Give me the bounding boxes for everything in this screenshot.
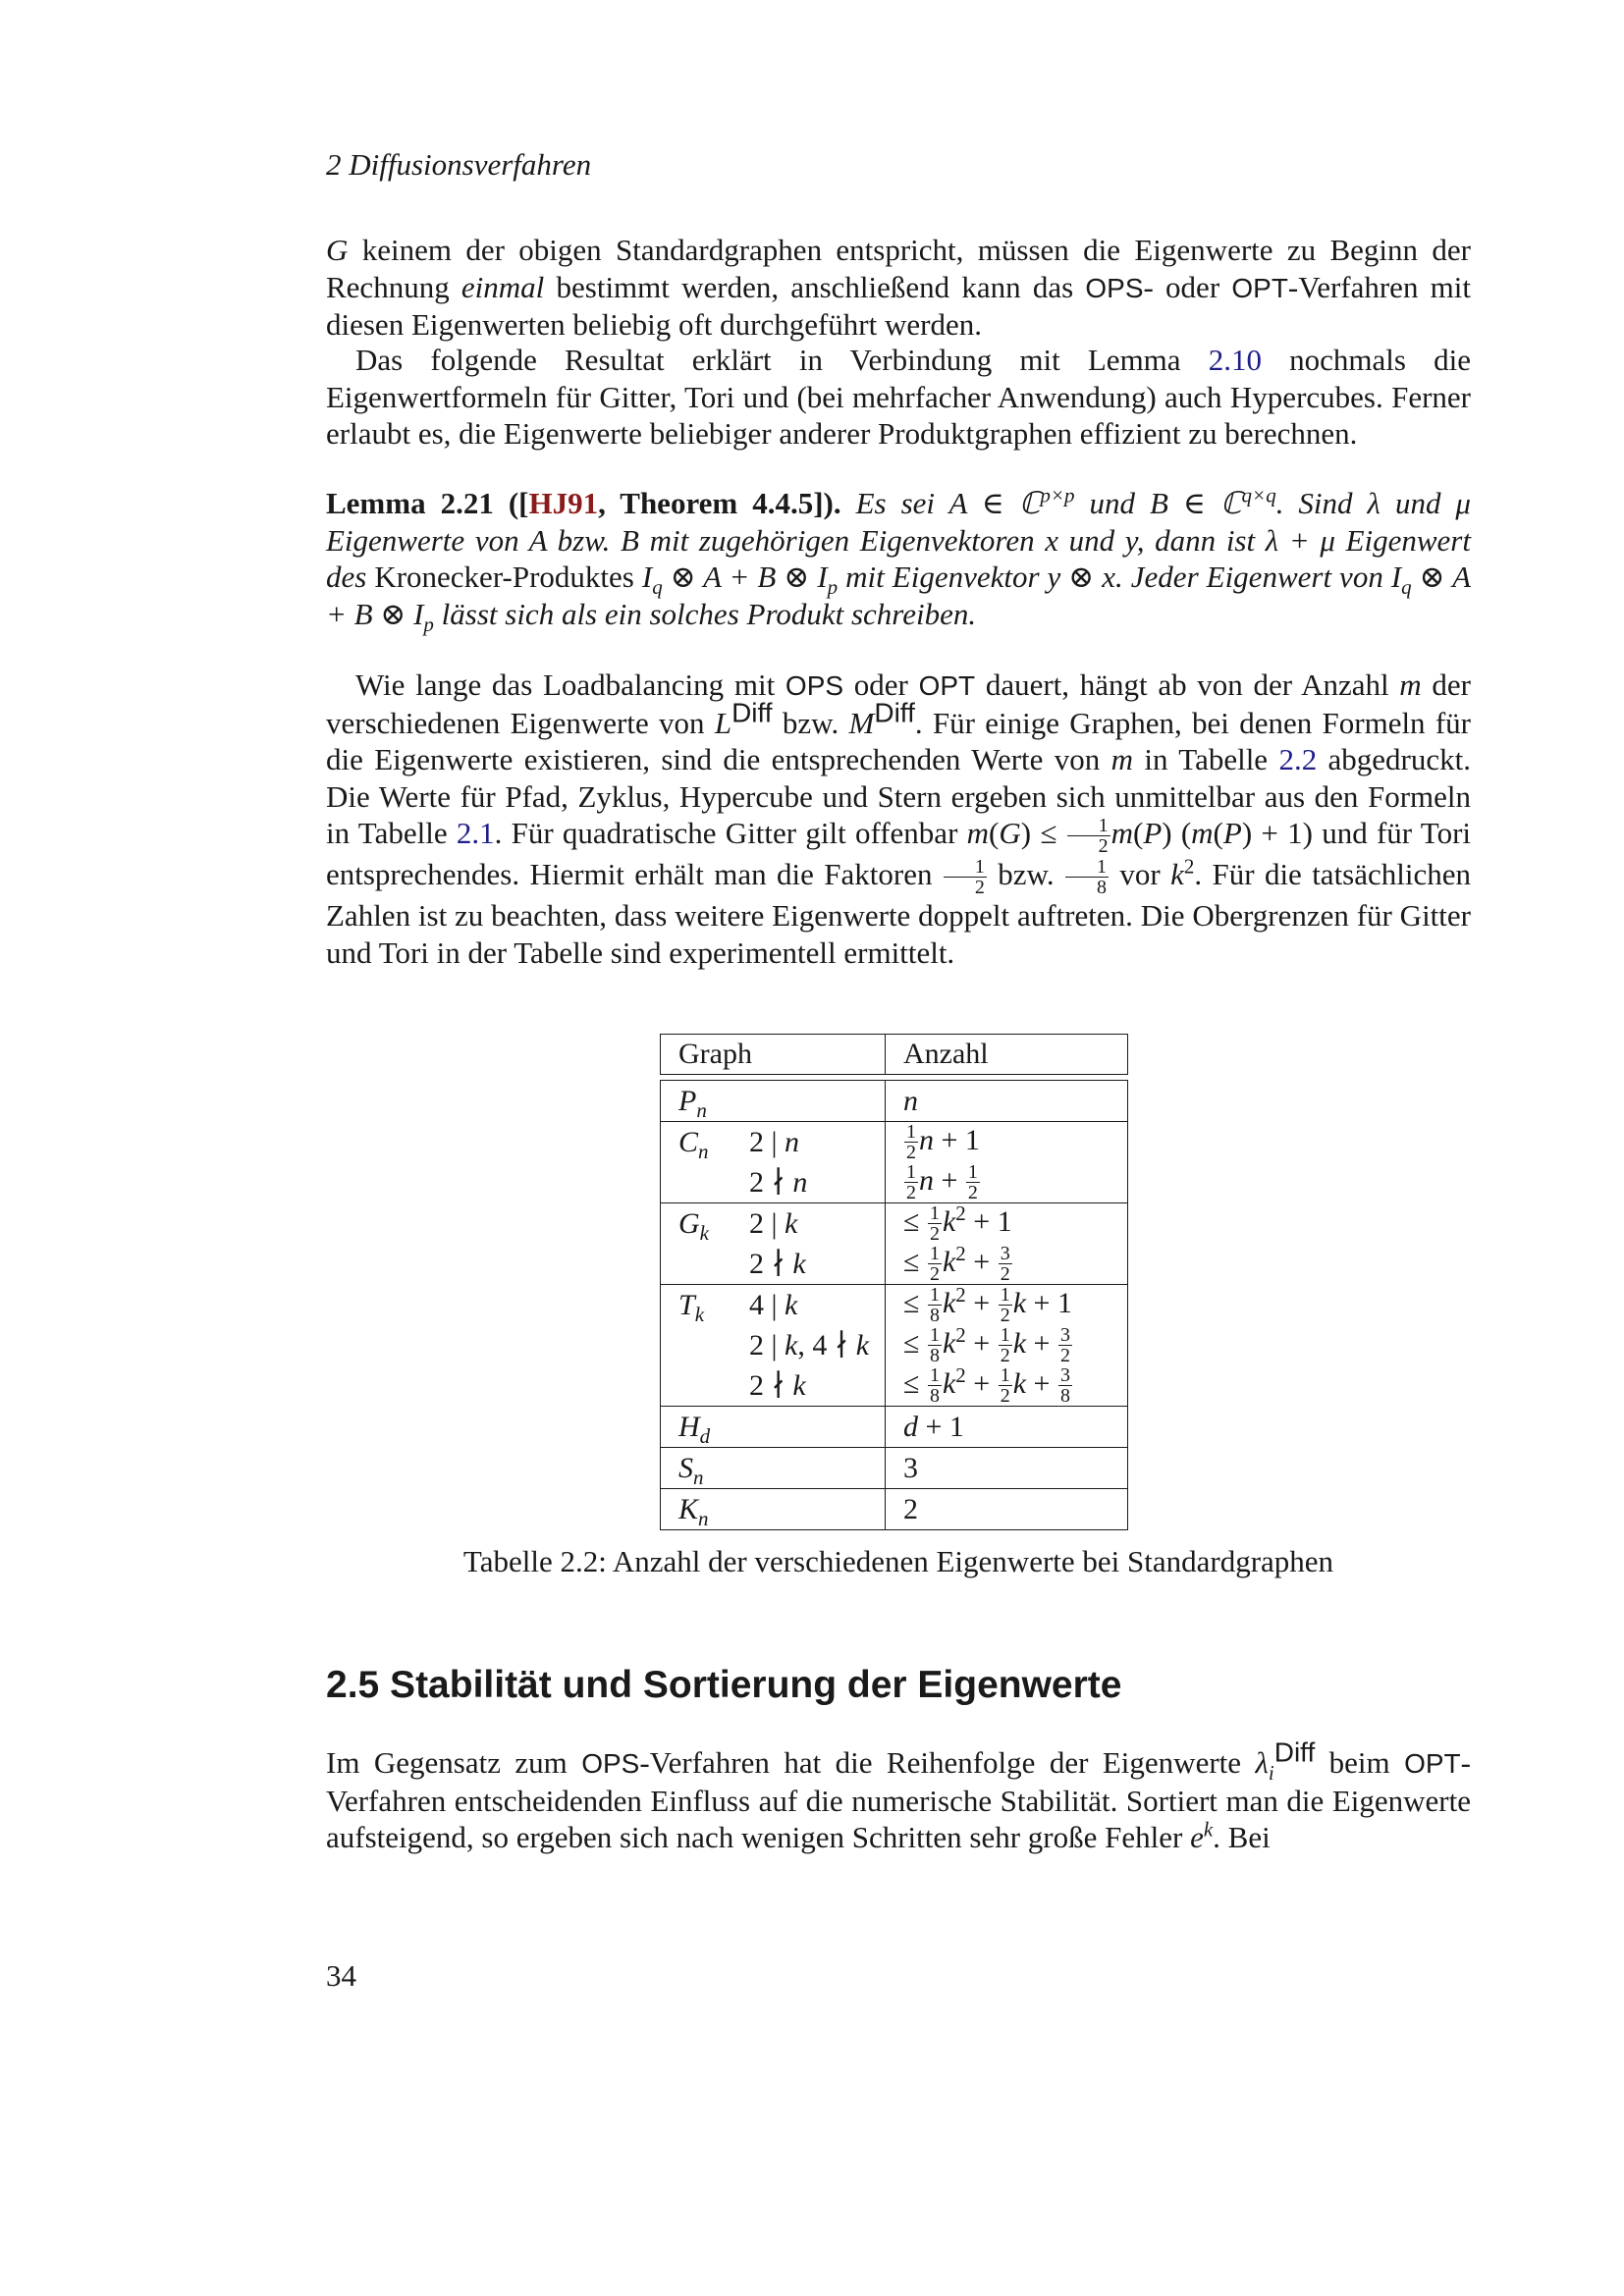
table-row-torus-div2: 2 | k, 4 ∤ k ≤ $\frac{1}{8}$ $k^2$ + $\frac{1}{2}$ k + $\frac{3}{2}$ [661,1325,1128,1365]
table-row-star: $S_n$ 3 [661,1448,1128,1489]
table-row-hypercube: $H_d$ d + 1 [661,1407,1128,1448]
table-ref-link[interactable]: 2.2 [1278,742,1318,776]
paragraph-loadbalancing: Wie lange das Loadbalancing mit OPS oder OPT dauert, hängt ab von der Anzahl m der verschiedenen Eigenwerte von $L^{Diff}$ bzw. $M^{Diff}$. Für einige Graphen, bei denen Formeln für die Eigenwerte existieren, sind die entsprechenden Werte von m in Tabelle 2.2 abgedruckt. Die Werte für Pfad, Zyklus, Hypercube und Stern ergeben sich unmittelbar aus den Formeln in Tabelle 2.1. Für quadratische Gitter gilt offenbar m(G) ≤ $\frac{1}{2}$ m(P) (m(P) + 1) und für Tori entsprechendes. Hiermit erhält man die Faktoren $\frac{1}{2}$ bzw. $\frac{1}{8}$ vor $k^2$. Für die tatsächlichen Zahlen ist zu beachten, dass weitere Eigenwerte doppelt auftreten. Die Obergrenzen für Gitter und Tori in der Tabelle sind experimentell ermittelt. [326,667,1472,970]
citation-link[interactable]: HJ91 [528,486,599,520]
header-graph: Graph [661,1035,886,1075]
paragraph-intro: G keinem der obigen Standardgraphen entspricht, müssen die Eigenwerte zu Beginn der Rechnung einmal bestimmt werden, anschließend kann das OPS- oder OPT-Verfahren mit diesen Eigenwerten beliebig oft durchgeführt werden. [326,233,1471,342]
table-row-path: $P_n$ n [661,1081,1128,1122]
table-row-complete: $K_n$ 2 [661,1489,1128,1530]
header-count: Anzahl [886,1035,1128,1075]
table-ref-link-2[interactable]: 2.1 [456,816,495,850]
lemma-ref-link[interactable]: 2.10 [1208,343,1262,377]
section-heading: 2.5 Stabilität und Sortierung der Eigenwerte [326,1664,1122,1706]
table-caption: Tabelle 2.2: Anzahl der verschiedenen Eigenwerte bei Standardgraphen [462,1544,1334,1578]
table-row-torus-div4: $T_k$ 4 | k ≤ $\frac{1}{8}$ $k^2$ + $\frac{1}{2}$ k + 1 [661,1285,1128,1326]
table-row-cycle-even: $C_n$ 2 | n $\frac{1}{2}$ n + 1 [661,1122,1128,1163]
paragraph-stability: Im Gegensatz zum OPS-Verfahren hat die Reihenfolge der Eigenwerte $\lambda_i^{Diff}$ beim OPT-Verfahren entscheidenden Einfluss auf die numerische Stabilität. Sortiert man die Eigenwerte aufsteigend, so ergeben sich nach wenigen Schritten sehr große Fehler $e^k$. Bei [326,1736,1471,1854]
table-row-grid-odd: 2 ∤ k ≤ $\frac{1}{2}$ $k^2$ + $\frac{3}{2}$ [661,1244,1128,1285]
paragraph-result: Das folgende Resultat erklärt in Verbindung mit Lemma 2.10 nochmals die Eigenwertformeln für Gitter, Tori und (bei mehrfacher Anwendung) auch Hypercubes. Ferner erlaubt es, die Eigenwerte beliebiger anderer Produktgraphen effizient zu berechnen. [326,343,1472,451]
eigenvalue-count-table [660,1034,1128,1530]
lemma-2-21: Lemma 2.21 ([HJ91, Theorem 4.4.5]). Es sei A ∈ ℂ$^{p\times p}$ und B ∈ ℂ$^{q\times q}$. Sind λ und μ Eigenwerte von A bzw. B mit zugehörigen Eigenvektoren x und y, dann ist λ + μ Eigenwert des Kronecker-Produktes $I_q$ ⊗ A + B ⊗ $I_p$ mit Eigenvektor y ⊗ x. Jeder Eigenwert von $I_q$ ⊗ A + B ⊗ $I_p$ lässt sich als ein solches Produkt schreiben. [326,483,1472,636]
running-header: 2 Diffusionsverfahren [326,147,592,182]
table-row-cycle-odd: 2 ∤ n $\frac{1}{2}$ n + $\frac{1}{2}$ [661,1162,1128,1203]
table-row-torus-odd: 2 ∤ k ≤ $\frac{1}{8}$ $k^2$ + $\frac{1}{2}$ k + $\frac{3}{8}$ [661,1365,1128,1407]
table-row-grid-even: $G_k$ 2 | k ≤ $\frac{1}{2}$ $k^2 + 1$ [661,1203,1128,1245]
page-number: 34 [326,1958,356,1993]
